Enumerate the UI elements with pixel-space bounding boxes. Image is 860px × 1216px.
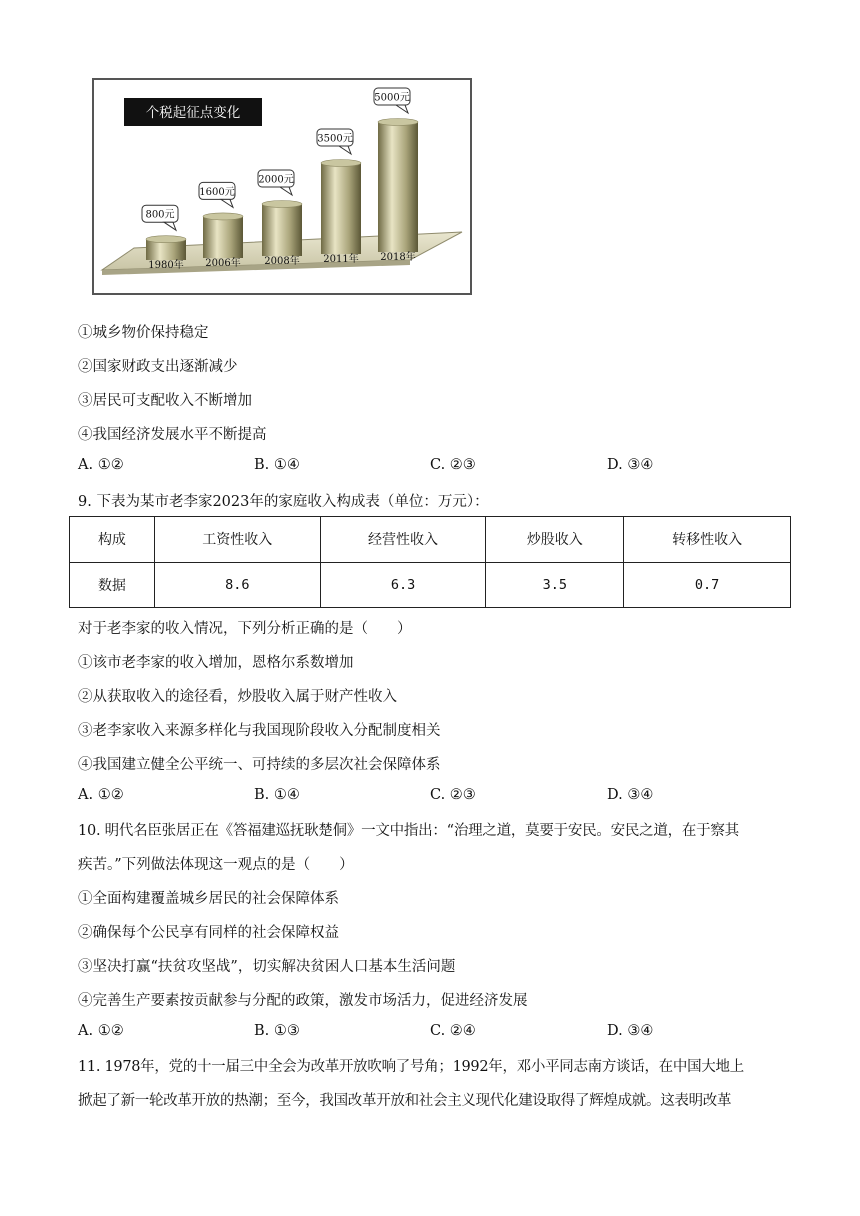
bar-2008年 bbox=[262, 204, 302, 256]
q8-item-4: ④我国经济发展水平不断提高 bbox=[78, 427, 267, 443]
table-cell: 0.7 bbox=[624, 562, 791, 608]
q10-item-4: ④完善生产要素按贡献参与分配的政策，激发市场活力，促进经济发展 bbox=[78, 993, 528, 1009]
q10-item-1: ①全面构建覆盖城乡居民的社会保障体系 bbox=[78, 891, 339, 907]
q9-option-c[interactable]: C. ②③ bbox=[430, 787, 476, 803]
q9-question: 对于老李家的收入情况，下列分析正确的是（ ） bbox=[78, 621, 412, 637]
q8-item-1: ①城乡物价保持稳定 bbox=[78, 325, 209, 341]
q10-item-3: ③坚决打赢“扶贫攻坚战”，切实解决贫困人口基本生活问题 bbox=[78, 959, 456, 975]
bar-top bbox=[321, 160, 361, 167]
value-label: 3500元 bbox=[317, 133, 353, 145]
year-label: 2018年 bbox=[380, 252, 416, 263]
table-header-cell: 工资性收入 bbox=[154, 517, 320, 563]
q8-item-2: ②国家财政支出逐渐减少 bbox=[78, 359, 238, 375]
bar-2011年 bbox=[321, 163, 361, 254]
q8-option-a[interactable]: A. ①② bbox=[78, 457, 124, 473]
table-cell: 8.6 bbox=[154, 562, 320, 608]
bar-top bbox=[378, 119, 418, 126]
q10-item-2: ②确保每个公民享有同样的社会保障权益 bbox=[78, 925, 339, 941]
table-cell: 3.5 bbox=[486, 562, 624, 608]
q10-option-c[interactable]: C. ②④ bbox=[430, 1023, 476, 1039]
year-label: 2011年 bbox=[323, 254, 359, 265]
table-header-row bbox=[70, 517, 791, 563]
q9-item-1: ①该市老李家的收入增加，恩格尔系数增加 bbox=[78, 655, 354, 671]
q10-stem-line1: 10. 明代名臣张居正在《答福建巡抚耿楚侗》一文中指出：“治理之道，莫要于安民。安民之道，在于察其 bbox=[78, 823, 739, 839]
value-label: 2000元 bbox=[258, 174, 294, 186]
year-label: 2006年 bbox=[205, 258, 241, 269]
tax-threshold-figure bbox=[92, 78, 472, 295]
year-label: 1980年 bbox=[148, 260, 184, 271]
bar-top bbox=[203, 213, 243, 220]
q10-option-a[interactable]: A. ①② bbox=[78, 1023, 124, 1039]
q10-option-b[interactable]: B. ①③ bbox=[254, 1023, 300, 1039]
figure-title: 个税起征点变化 bbox=[145, 105, 241, 121]
q10-option-d[interactable]: D. ③④ bbox=[607, 1023, 654, 1039]
q8-item-3: ③居民可支配收入不断增加 bbox=[78, 393, 252, 409]
value-label: 1600元 bbox=[199, 186, 235, 198]
q11-stem-line1: 11. 1978年，党的十一届三中全会为改革开放吹响了号角；1992年，邓小平同志南方谈话，在中国大地上 bbox=[78, 1059, 744, 1075]
bar-2018年 bbox=[378, 122, 418, 252]
table-header-cell: 炒股收入 bbox=[486, 517, 624, 563]
table-row bbox=[70, 562, 791, 608]
table-cell: 6.3 bbox=[320, 562, 486, 608]
bar-top bbox=[146, 236, 186, 243]
table-header-cell: 构成 bbox=[70, 517, 155, 563]
q9-option-b[interactable]: B. ①④ bbox=[254, 787, 300, 803]
q8-option-c[interactable]: C. ②③ bbox=[430, 457, 476, 473]
q10-stem-line2: 疾苦。”下列做法体现这一观点的是（ ） bbox=[78, 857, 354, 873]
q9-item-4: ④我国建立健全公平统一、可持续的多层次社会保障体系 bbox=[78, 757, 441, 773]
q9-option-d[interactable]: D. ③④ bbox=[607, 787, 654, 803]
bar-2006年 bbox=[203, 216, 243, 258]
q8-option-d[interactable]: D. ③④ bbox=[607, 457, 654, 473]
q9-option-a[interactable]: A. ①② bbox=[78, 787, 124, 803]
value-label: 800元 bbox=[145, 209, 175, 221]
year-label: 2008年 bbox=[264, 256, 300, 267]
table-header-cell: 转移性收入 bbox=[624, 517, 791, 563]
q9-item-3: ③老李家收入来源多样化与我国现阶段收入分配制度相关 bbox=[78, 723, 441, 739]
table-header-cell: 经营性收入 bbox=[320, 517, 486, 563]
q11-stem-line2: 掀起了新一轮改革开放的热潮；至今，我国改革开放和社会主义现代化建设取得了辉煌成就。这表明改革 bbox=[78, 1093, 732, 1109]
income-table bbox=[69, 516, 791, 608]
value-label: 5000元 bbox=[374, 92, 410, 104]
q9-stem: 9. 下表为某市老李家2023年的家庭收入构成表（单位：万元）： bbox=[78, 494, 489, 510]
bar-top bbox=[262, 201, 302, 208]
q9-item-2: ②从获取收入的途径看，炒股收入属于财产性收入 bbox=[78, 689, 397, 705]
table-cell: 数据 bbox=[70, 562, 155, 608]
q8-option-b[interactable]: B. ①④ bbox=[254, 457, 300, 473]
